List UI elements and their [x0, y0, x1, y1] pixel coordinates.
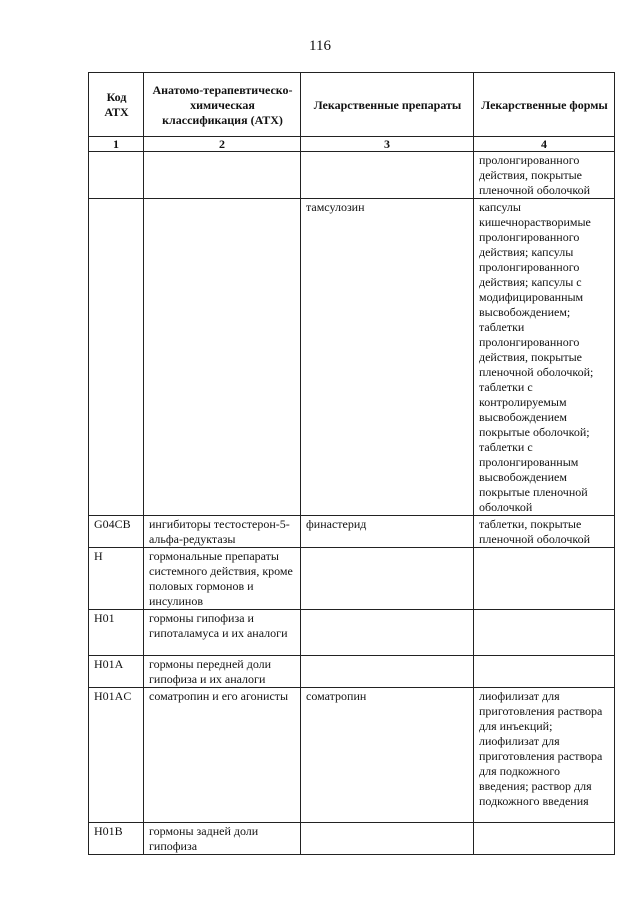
- drug-cell: [301, 823, 474, 855]
- atx-drug-table: [88, 72, 615, 855]
- table-row: [89, 610, 615, 656]
- forms-cell: таблетки, покрытые пленочной оболочкой: [474, 516, 615, 548]
- classification-cell: гормоны передней доли гипофиза и их аналоги: [144, 656, 301, 688]
- forms-cell: [474, 823, 615, 855]
- code-cell: [89, 152, 144, 199]
- code-cell: H01: [89, 610, 144, 656]
- column-number: 2: [144, 137, 301, 152]
- code-cell: [89, 199, 144, 516]
- classification-cell: гормональные препараты системного действия, кроме половых гормонов и инсулинов: [144, 548, 301, 610]
- forms-cell: лиофилизат для приготовления раствора для инъекций; лиофилизат для приготовления раствора для подкожного введения; раствор для подкожного введения: [474, 688, 615, 823]
- forms-cell: [474, 656, 615, 688]
- drug-cell: финастерид: [301, 516, 474, 548]
- table-row: [89, 199, 615, 516]
- table-row: [89, 688, 615, 823]
- column-number: 3: [301, 137, 474, 152]
- table-row: [89, 548, 615, 610]
- code-cell: H01B: [89, 823, 144, 855]
- column-number-row: [89, 137, 615, 152]
- column-number: 4: [474, 137, 615, 152]
- drug-cell: [301, 152, 474, 199]
- classification-cell: соматропин и его агонисты: [144, 688, 301, 823]
- classification-cell: гормоны гипофиза и гипоталамуса и их аналоги: [144, 610, 301, 656]
- forms-cell: [474, 548, 615, 610]
- forms-cell: капсулы кишечнорастворимые пролонгированного действия; капсулы пролонгированного действия; капсулы с модифицированным высвобождением; таблетки пролонгированного действия, покрытые пленочной оболочкой; таблетки с контролируемым высвобождением покрытые оболочкой; таблетки с пролонгированным высвобождением покрытые пленочной оболочкой: [474, 199, 615, 516]
- table-row: [89, 823, 615, 855]
- code-cell: G04CB: [89, 516, 144, 548]
- table-row: [89, 656, 615, 688]
- header-classification: Анатомо-терапевтическо-химическая классификация (АТХ): [144, 73, 301, 137]
- classification-cell: [144, 199, 301, 516]
- code-cell: H01A: [89, 656, 144, 688]
- drug-cell: [301, 610, 474, 656]
- forms-cell: [474, 610, 615, 656]
- drug-cell: тамсулозин: [301, 199, 474, 516]
- drug-cell: [301, 656, 474, 688]
- code-cell: H01AC: [89, 688, 144, 823]
- header-forms: Лекарственные формы: [474, 73, 615, 137]
- table-header-row: [89, 73, 615, 137]
- table-row: [89, 152, 615, 199]
- table-row: [89, 516, 615, 548]
- code-cell: H: [89, 548, 144, 610]
- column-number: 1: [89, 137, 144, 152]
- classification-cell: [144, 152, 301, 199]
- header-code: Код АТХ: [89, 73, 144, 137]
- header-drugs: Лекарственные препараты: [301, 73, 474, 137]
- drug-cell: соматропин: [301, 688, 474, 823]
- classification-cell: ингибиторы тестостерон-5-альфа-редуктазы: [144, 516, 301, 548]
- forms-cell: пролонгированного действия, покрытые пленочной оболочкой: [474, 152, 615, 199]
- page-number: 116: [309, 38, 331, 54]
- drug-cell: [301, 548, 474, 610]
- classification-cell: гормоны задней доли гипофиза: [144, 823, 301, 855]
